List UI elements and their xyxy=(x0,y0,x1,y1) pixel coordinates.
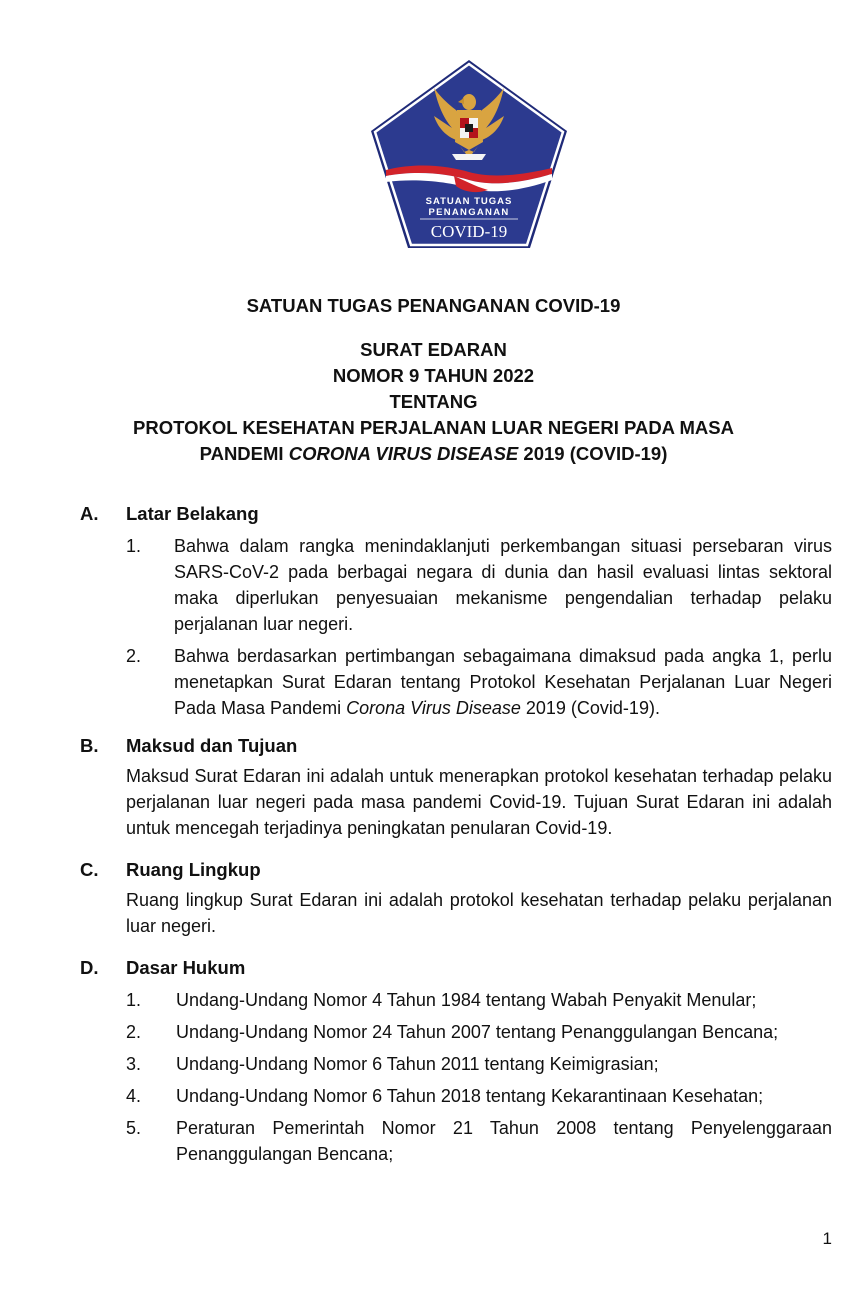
satgas-covid19-logo xyxy=(368,58,570,250)
doc-number: NOMOR 9 TAHUN 2022 xyxy=(332,365,535,386)
doc-subject-line2-c: 2019 (COVID-19) xyxy=(518,443,668,464)
list-text: Undang-Undang Nomor 4 Tahun 1984 tentang Wabah Penyakit Menular; xyxy=(176,990,757,1010)
list-item xyxy=(80,1019,832,1045)
section-letter: D. xyxy=(80,957,99,978)
logo-line3: COVID-19 xyxy=(430,222,508,241)
section-title: Maksud dan Tujuan xyxy=(126,735,298,756)
list-item xyxy=(80,643,832,721)
doc-title-block xyxy=(40,337,827,467)
section-paragraph: Maksud Surat Edaran ini adalah untuk menerapkan protokol kesehatan terhadap pelaku perjalanan luar negeri pada masa pandemi Covid-19. Tujuan Surat Edaran ini adalah untuk mencegah terjadinya peningkatan penularan Covid-19. xyxy=(126,766,832,838)
doc-subject-line2-italic: CORONA VIRUS DISEASE xyxy=(288,443,519,464)
section-heading xyxy=(80,501,832,527)
list-item xyxy=(80,1115,832,1167)
list-text xyxy=(174,643,832,721)
list-number: 1. xyxy=(126,990,142,1010)
section-c xyxy=(80,857,832,939)
doc-type: SURAT EDARAN xyxy=(360,339,507,360)
list-number: 2. xyxy=(126,646,142,666)
list-number: 4. xyxy=(126,1086,142,1106)
list-text: Bahwa dalam rangka menindaklanjuti perkembangan situasi persebaran virus SARS-CoV-2 pada berbagai negara di dunia dan hasil evaluasi lintas sektoral maka diperlukan penyesuaian mekanisme pengendalian terhadap pelaku perjalanan luar negeri. xyxy=(174,536,832,634)
list-item xyxy=(80,1083,832,1109)
org-title: SATUAN TUGAS PENANGANAN COVID-19 xyxy=(246,295,621,316)
list-text-a: Bahwa berdasarkan pertimbangan sebagaimana dimaksud pada angka 1, perlu menetapkan Surat Edaran tentang Protokol Kesehatan Perjalanan Luar Negeri Pada Masa Pandemi xyxy=(174,646,832,718)
list-item xyxy=(80,1051,832,1077)
list-number: 3. xyxy=(126,1054,142,1074)
section-heading xyxy=(80,857,832,883)
list-item xyxy=(80,533,832,637)
section-b xyxy=(80,733,832,841)
list-text: Undang-Undang Nomor 6 Tahun 2018 tentang Kekarantinaan Kesehatan; xyxy=(176,1086,764,1106)
doc-about: TENTANG xyxy=(389,391,478,412)
list-number: 2. xyxy=(126,1022,142,1042)
list-text-italic: Corona Virus Disease xyxy=(346,698,521,718)
section-heading xyxy=(80,955,832,981)
section-heading xyxy=(80,733,832,759)
section-paragraph: Ruang lingkup Surat Edaran ini adalah protokol kesehatan terhadap pelaku perjalanan luar negeri. xyxy=(126,890,832,936)
section-letter: A. xyxy=(80,503,99,524)
section-letter: B. xyxy=(80,735,99,756)
list-text: Undang-Undang Nomor 6 Tahun 2011 tentang Keimigrasian; xyxy=(176,1054,659,1074)
list-text: Undang-Undang Nomor 24 Tahun 2007 tentang Penanggulangan Bencana; xyxy=(176,1022,779,1042)
section-title: Latar Belakang xyxy=(126,503,259,524)
list-text-c: 2019 (Covid-19). xyxy=(520,698,660,718)
section-title: Ruang Lingkup xyxy=(126,859,261,880)
section-letter: C. xyxy=(80,859,99,880)
page-number: 1 xyxy=(822,1229,832,1248)
list-text: Peraturan Pemerintah Nomor 21 Tahun 2008 tentang Penyelenggaraan Penanggulangan Bencana; xyxy=(176,1118,832,1164)
doc-subject-line1: PROTOKOL KESEHATAN PERJALANAN LUAR NEGERI PADA MASA xyxy=(133,417,734,438)
doc-subject-line2 xyxy=(40,441,827,467)
logo-line1: SATUAN TUGAS xyxy=(425,196,513,207)
section-a xyxy=(80,501,832,721)
list-number: 1. xyxy=(126,536,142,556)
list-number: 5. xyxy=(126,1118,142,1138)
section-d xyxy=(80,955,832,1167)
doc-subject-line2-a: PANDEMI xyxy=(199,443,289,464)
section-title: Dasar Hukum xyxy=(126,957,246,978)
logo-line2: PENANGANAN xyxy=(428,207,510,218)
list-item xyxy=(80,987,832,1013)
